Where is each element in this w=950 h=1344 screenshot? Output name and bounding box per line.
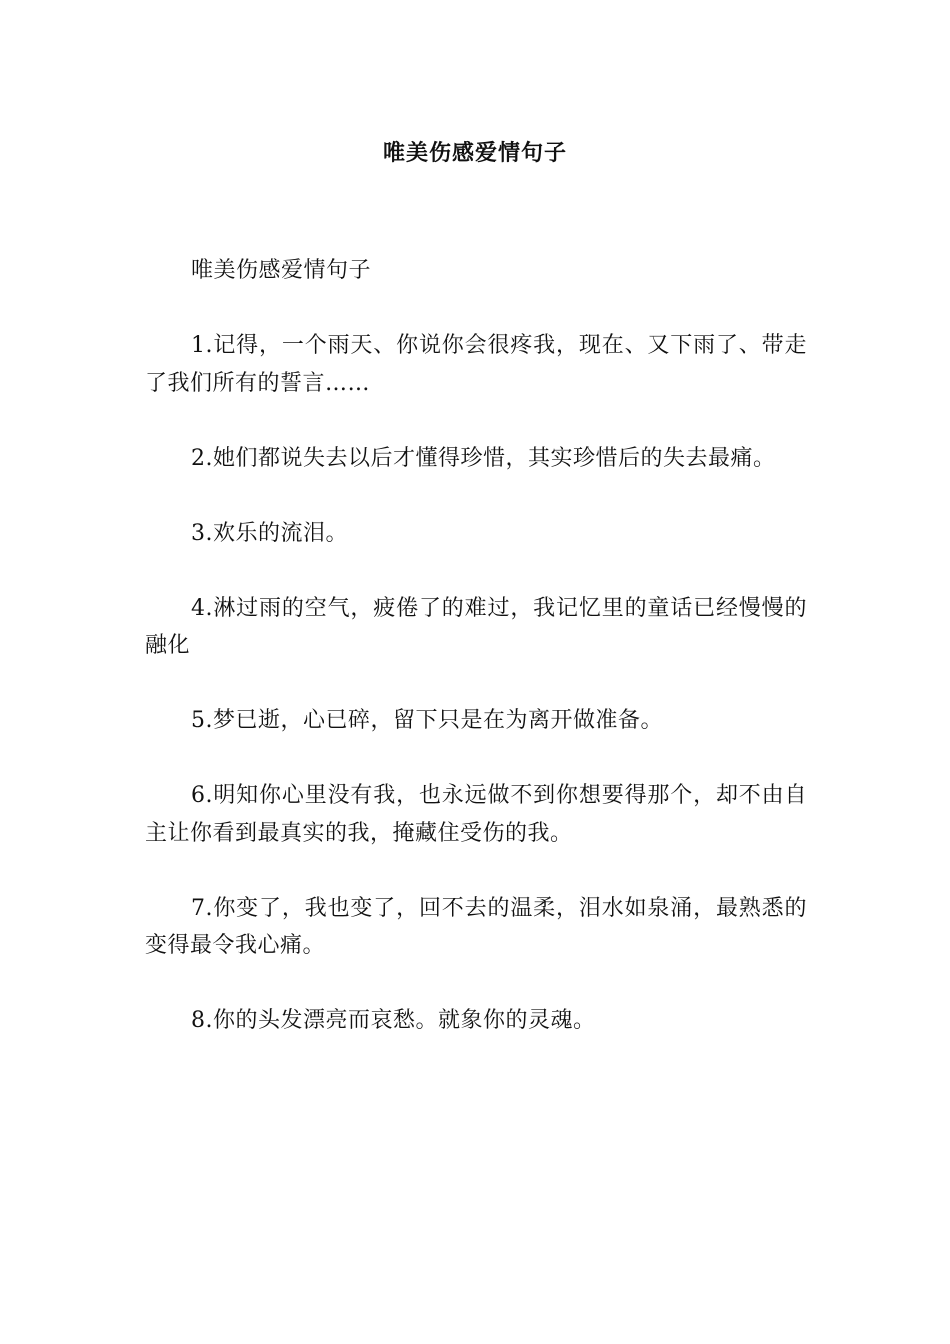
paragraph-3: 3.欢乐的流泪。 bbox=[191, 520, 348, 546]
paragraph-1: 1.记得，一个雨天、你说你会很疼我，现在、又下雨了、带走了我们所有的誓言…… bbox=[145, 333, 807, 396]
paragraph-6: 6.明知你心里没有我，也永远做不到你想要得那个，却不由自主让你看到最真实的我，掩藏住受伤的我。 bbox=[145, 783, 807, 846]
paragraph-7: 7.你变了，我也变了，回不去的温柔，泪水如泉涌，最熟悉的变得最令我心痛。 bbox=[145, 895, 807, 958]
paragraph-8: 8.你的头发漂亮而哀愁。就象你的灵魂。 bbox=[191, 1008, 596, 1033]
paragraph-4: 4.淋过雨的空气，疲倦了的难过，我记忆里的童话已经慢慢的融化 bbox=[145, 595, 807, 658]
document-title: 唯美伤感爱情句子 bbox=[382, 140, 567, 166]
document-body bbox=[145, 252, 807, 1077]
paragraph-5: 5.梦已逝，心已碎，留下只是在为离开做准备。 bbox=[191, 708, 663, 733]
paragraph-2: 2.她们都说失去以后才懂得珍惜，其实珍惜后的失去最痛。 bbox=[191, 445, 776, 471]
paragraph-subtitle: 唯美伤感爱情句子 bbox=[191, 258, 372, 283]
